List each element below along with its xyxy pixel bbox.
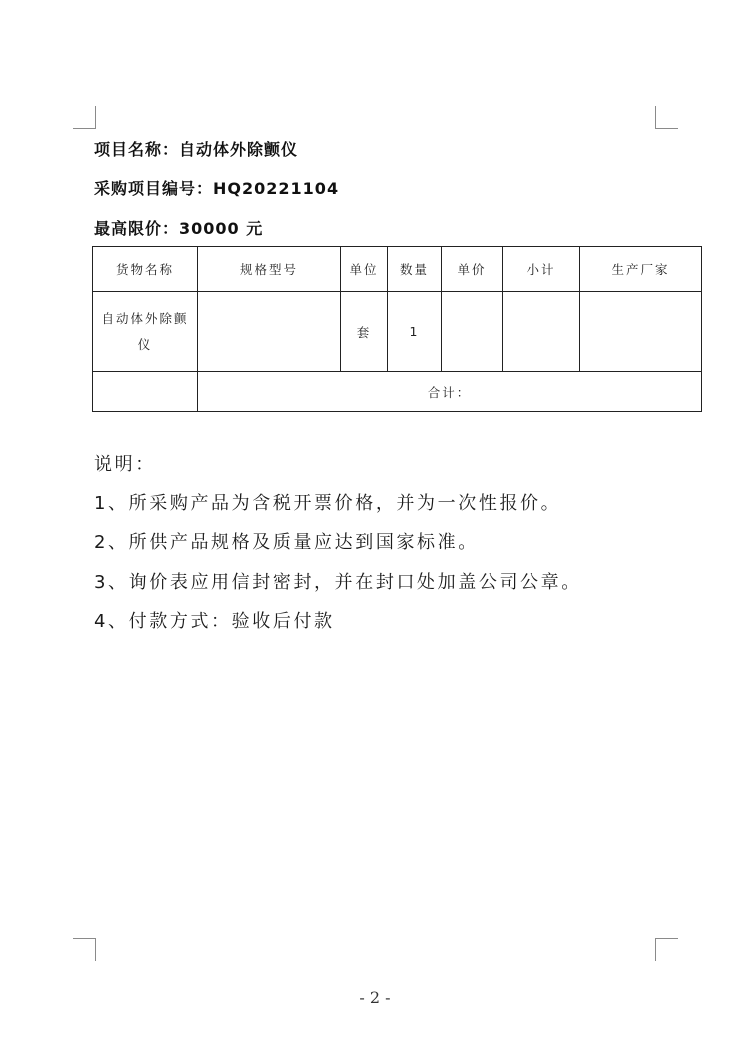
notes-title: 说明： [94, 454, 156, 475]
item-maker-cell [580, 292, 702, 372]
project-name-value: 自动体外除颤仪 [179, 140, 299, 159]
note-item: 4、付款方式：验收后付款 [94, 611, 335, 632]
table-row [93, 292, 702, 372]
page-number: - 2 - [359, 988, 391, 1007]
column-header: 单位 [341, 247, 388, 292]
item-unit-price-cell [442, 292, 503, 372]
crop-mark-top-right [655, 106, 678, 129]
project-number-line [94, 176, 339, 199]
crop-mark-top-left [73, 106, 96, 129]
table-header-row [93, 247, 702, 292]
item-name-cell: 自动体外除颤仪 [93, 292, 198, 372]
item-unit-cell: 套 [341, 292, 388, 372]
item-subtotal-cell [503, 292, 580, 372]
crop-mark-bottom-right [655, 938, 678, 961]
item-qty-cell: 1 [388, 292, 442, 372]
note-item: 1、所采购产品为含税开票价格，并为一次性报价。 [94, 493, 562, 514]
column-header: 数量 [388, 247, 442, 292]
total-blank-cell [93, 372, 198, 412]
max-price-value: 30000 元 [179, 219, 264, 238]
project-name-line [94, 137, 298, 160]
column-header: 规格型号 [198, 247, 341, 292]
note-item: 3、询价表应用信封密封，并在封口处加盖公司公章。 [94, 572, 582, 593]
project-number-value: HQ20221104 [213, 179, 340, 198]
project-number-label: 采购项目编号： [94, 179, 214, 198]
crop-mark-bottom-left [73, 938, 96, 961]
note-item: 2、所供产品规格及质量应达到国家标准。 [94, 532, 479, 553]
quote-table [92, 246, 702, 412]
max-price-line [94, 216, 263, 239]
item-spec-cell [198, 292, 341, 372]
column-header: 单价 [442, 247, 503, 292]
project-name-label: 项目名称： [94, 140, 180, 159]
column-header: 小计 [503, 247, 580, 292]
max-price-label: 最高限价： [94, 219, 180, 238]
table-total-row [93, 372, 702, 412]
total-label-cell: 合计： [198, 372, 702, 412]
column-header: 生产厂家 [580, 247, 702, 292]
column-header: 货物名称 [93, 247, 198, 292]
